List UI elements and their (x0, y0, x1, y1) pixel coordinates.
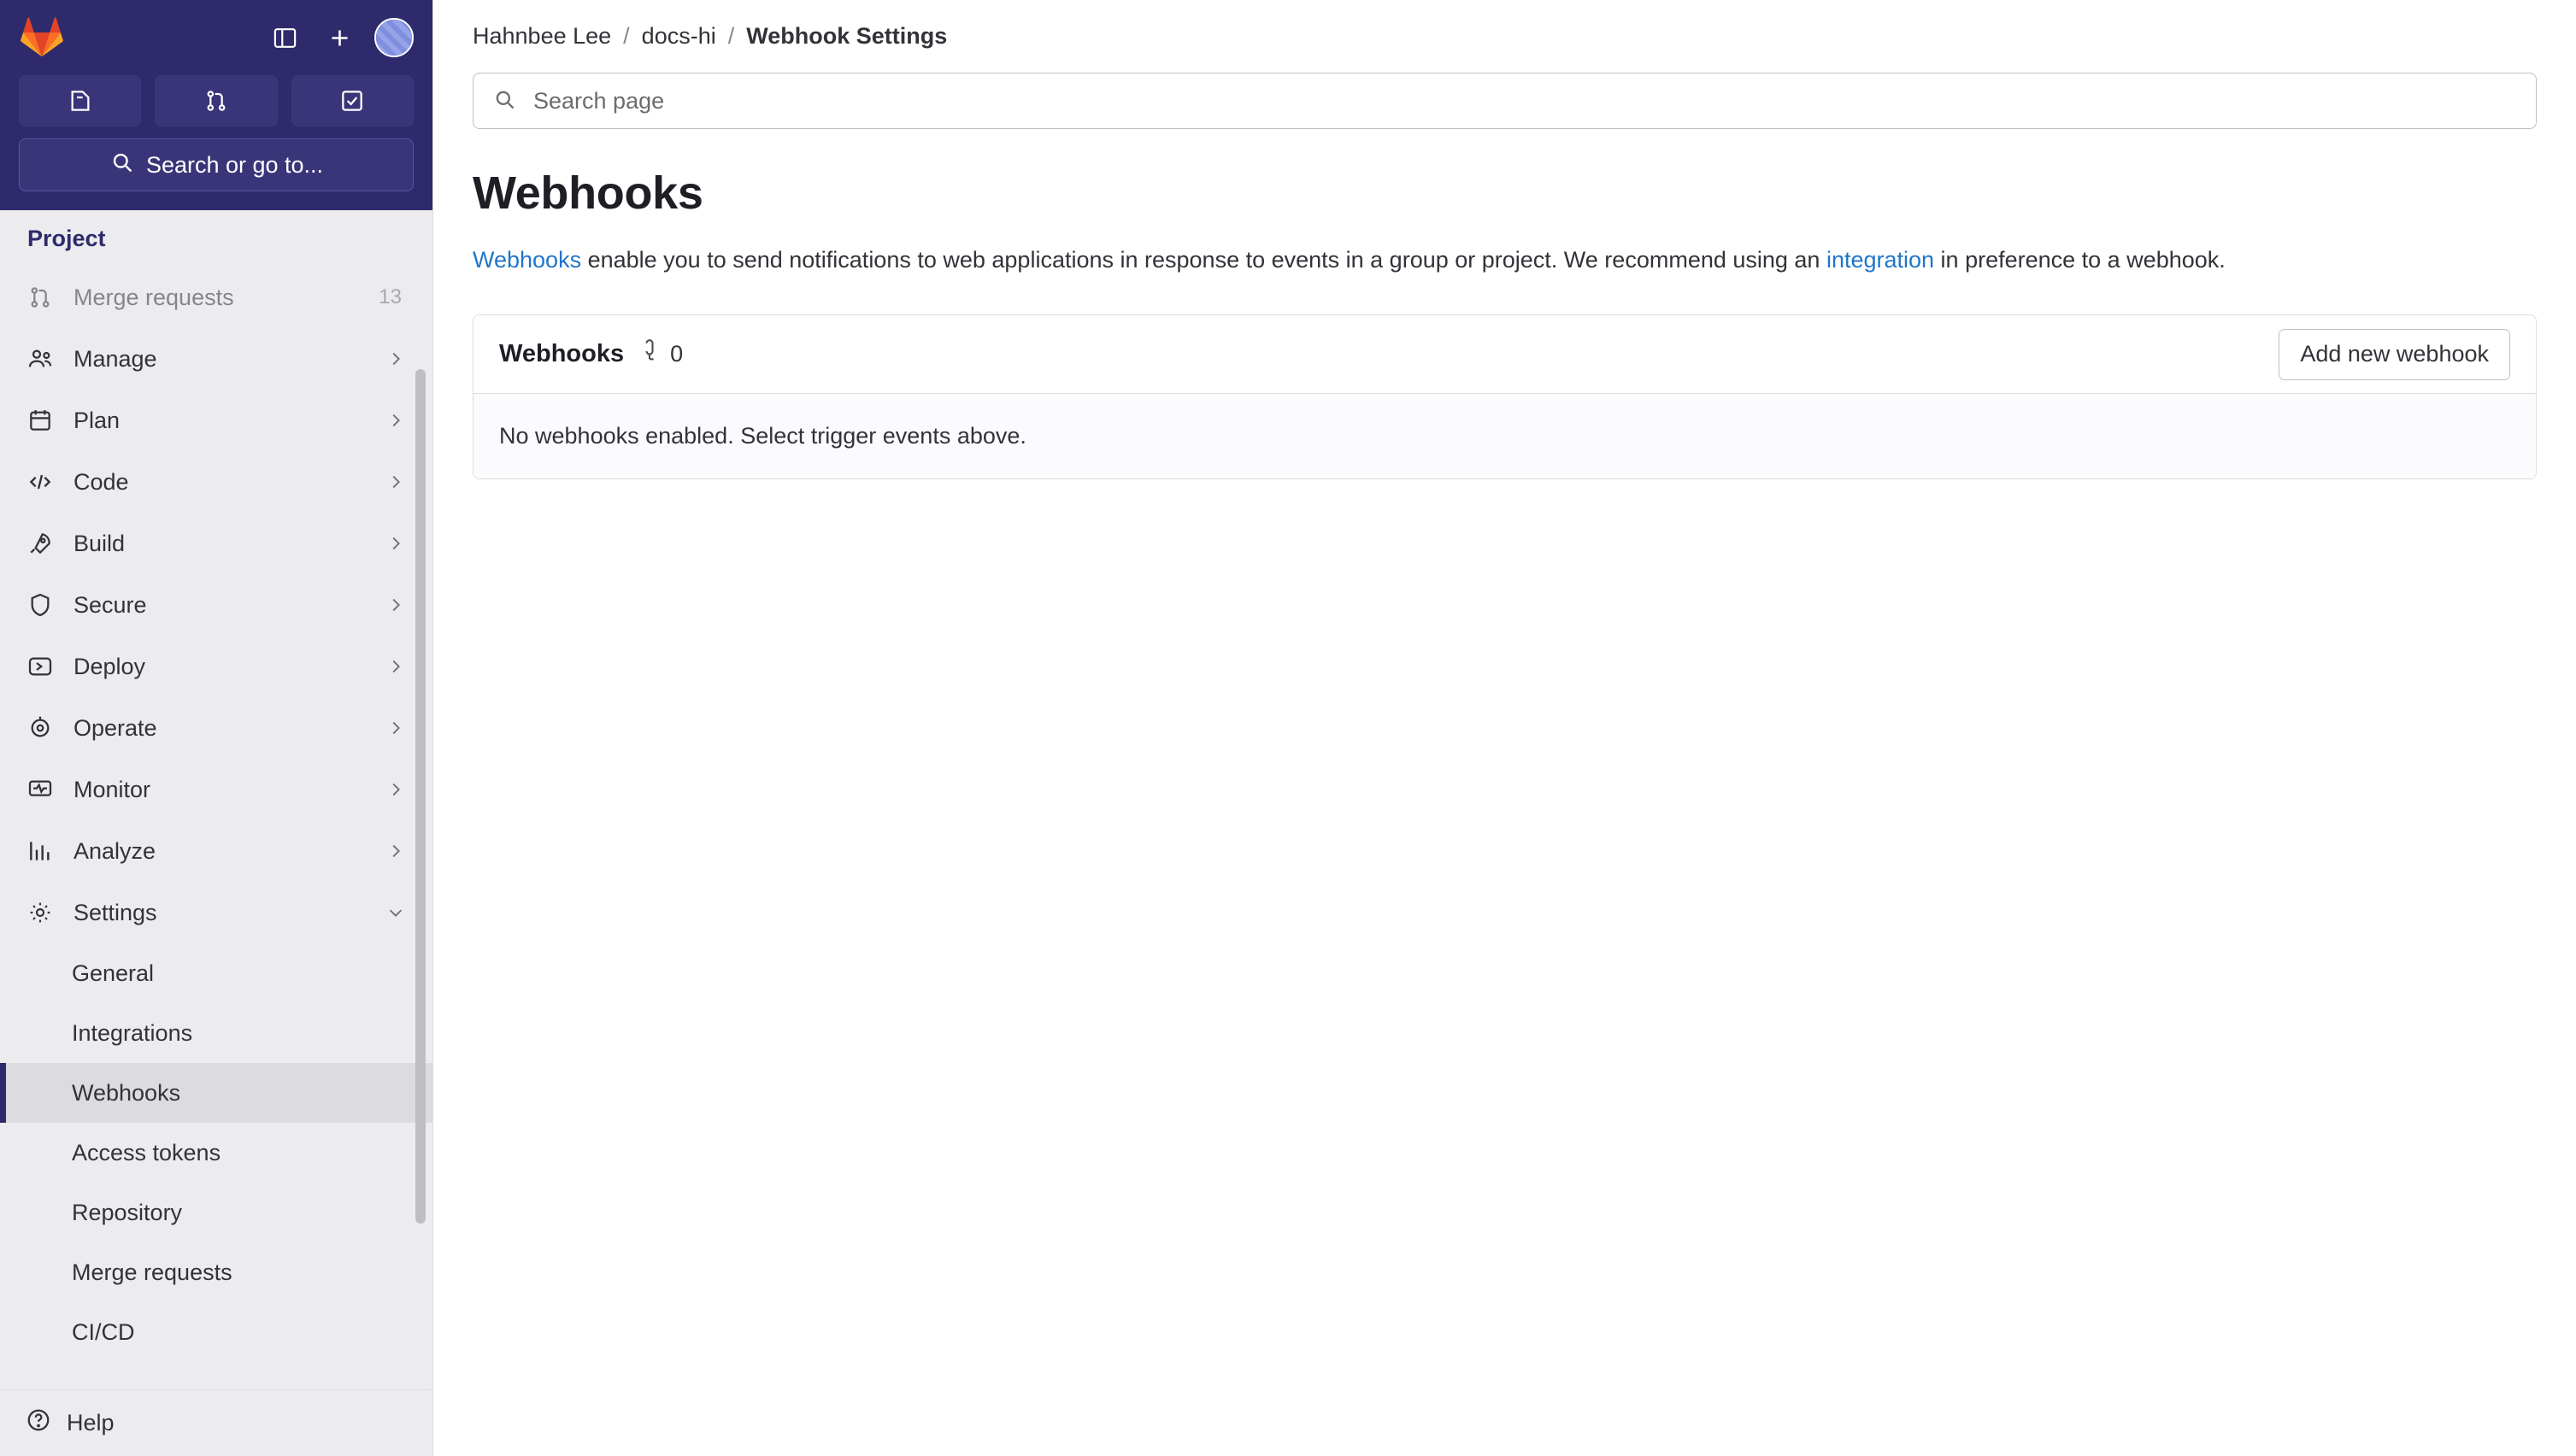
sidebar-item-deploy[interactable] (0, 636, 432, 697)
chevron-right-icon (385, 655, 407, 678)
search-or-go-to-label: Search or go to... (145, 151, 324, 178)
sidebar (0, 0, 433, 1456)
monitor-icon (26, 775, 55, 804)
sidebar-item-integrations[interactable] (0, 1003, 432, 1063)
sidebar-item-label: Monitor (74, 776, 151, 802)
webhooks-count-value: 0 (670, 341, 684, 367)
webhooks-count (638, 339, 683, 369)
users-icon (26, 344, 55, 373)
integration-doc-link[interactable]: integration (1826, 247, 1935, 273)
sidebar-item-ci-cd[interactable] (0, 1302, 432, 1362)
sidebar-search-wrap (0, 138, 432, 210)
chevron-right-icon (385, 348, 407, 370)
sidebar-header (0, 0, 432, 75)
hook-icon (638, 339, 662, 369)
search-icon (492, 87, 516, 115)
sidebar-toggle-icon[interactable] (265, 18, 304, 57)
webhooks-card (473, 314, 2537, 479)
sidebar-item-label: Code (74, 468, 129, 495)
sidebar-subitem-label: Access tokens (72, 1139, 221, 1165)
breadcrumb-item-user[interactable]: Hahnbee Lee (473, 23, 612, 49)
sidebar-item-merge-requests[interactable] (0, 267, 432, 328)
sidebar-item-label: Analyze (74, 837, 156, 864)
sidebar-item-label: Manage (74, 345, 157, 372)
sidebar-item-webhooks[interactable] (0, 1063, 432, 1123)
breadcrumb (433, 0, 2576, 73)
shield-icon (26, 590, 55, 619)
sidebar-subitem-label: Merge requests (72, 1259, 232, 1285)
webhooks-doc-link[interactable]: Webhooks (473, 247, 582, 273)
deploy-icon (26, 652, 55, 681)
sidebar-item-code[interactable] (0, 451, 432, 513)
sidebar-item-label: Build (74, 530, 126, 556)
code-icon (26, 467, 55, 496)
content-area (433, 73, 2576, 479)
sidebar-item-label: Deploy (74, 653, 146, 679)
sidebar-subitem-label: Repository (72, 1199, 183, 1225)
webhooks-card-header (473, 315, 2536, 394)
merge-request-icon (26, 283, 55, 312)
chart-icon (26, 837, 55, 866)
merge-requests-count-badge: 13 (379, 285, 402, 308)
sidebar-subitem-label: Webhooks (72, 1079, 181, 1106)
chevron-right-icon (385, 594, 407, 616)
chevron-down-icon (385, 901, 407, 924)
sidebar-item-secure[interactable] (0, 574, 432, 636)
help-button[interactable] (0, 1389, 432, 1456)
sidebar-item-settings[interactable] (0, 882, 432, 943)
sidebar-subitem-label: CI/CD (72, 1318, 135, 1345)
chevron-right-icon (385, 532, 407, 555)
breadcrumb-item-project[interactable]: docs-hi (641, 23, 716, 49)
breadcrumb-separator: / (623, 23, 630, 49)
chevron-right-icon (385, 471, 407, 493)
search-page-field[interactable] (473, 73, 2537, 129)
sidebar-item-merge-requests-settings[interactable] (0, 1242, 432, 1302)
sidebar-scrollbar[interactable] (415, 369, 426, 1224)
page-title: Webhooks (473, 167, 703, 219)
search-page-input[interactable] (532, 87, 2517, 115)
sidebar-quick-actions (0, 75, 432, 138)
sidebar-item-monitor[interactable] (0, 759, 432, 820)
sidebar-item-analyze[interactable] (0, 820, 432, 882)
calendar-icon (26, 406, 55, 435)
breadcrumb-item-current: Webhook Settings (746, 23, 948, 49)
sidebar-item-label: Settings (74, 899, 157, 925)
breadcrumb-separator: / (727, 23, 735, 49)
issue-icon[interactable] (19, 75, 141, 126)
sidebar-item-plan[interactable] (0, 390, 432, 451)
sidebar-nav-scroll[interactable] (0, 267, 432, 1389)
sidebar-subitem-label: Integrations (72, 1019, 193, 1046)
plus-icon[interactable] (320, 18, 359, 57)
sidebar-item-label: Merge requests (74, 284, 234, 310)
sidebar-item-access-tokens[interactable] (0, 1123, 432, 1183)
sidebar-item-label: Operate (74, 714, 157, 741)
sidebar-item-label: Secure (74, 591, 147, 618)
chevron-right-icon (385, 778, 407, 801)
operate-icon (26, 713, 55, 743)
page-description-text-1: enable you to send notifications to web applications in response to events in a group or project. We recommend using an (581, 247, 1826, 273)
add-new-webhook-button[interactable]: Add new webhook (2279, 329, 2510, 380)
sidebar-nav-list (0, 267, 432, 1362)
chevron-right-icon (385, 717, 407, 739)
todo-check-icon[interactable] (291, 75, 414, 126)
merge-request-icon[interactable] (155, 75, 277, 126)
webhooks-empty-state: No webhooks enabled. Select trigger events above. (473, 394, 2536, 478)
chevron-right-icon (385, 409, 407, 432)
sidebar-context-label: Project (0, 210, 432, 267)
sidebar-item-label: Plan (74, 407, 121, 433)
gear-icon (26, 898, 55, 927)
webhooks-card-title: Webhooks (499, 340, 625, 368)
chevron-right-icon (385, 840, 407, 862)
sidebar-item-manage[interactable] (0, 328, 432, 390)
sidebar-item-general[interactable] (0, 943, 432, 1003)
help-icon (26, 1407, 51, 1439)
sidebar-item-operate[interactable] (0, 697, 432, 759)
page-description-text-2: in preference to a webhook. (1934, 247, 2226, 273)
help-label: Help (67, 1410, 115, 1435)
search-icon (109, 150, 134, 180)
gitlab-logo-icon[interactable] (19, 16, 65, 59)
search-or-go-to-button[interactable] (19, 138, 414, 191)
sidebar-item-build[interactable] (0, 513, 432, 574)
sidebar-subitem-label: General (72, 960, 155, 986)
main-content (433, 0, 2576, 1456)
avatar[interactable] (374, 18, 414, 57)
rocket-icon (26, 529, 55, 558)
page-description (473, 244, 2537, 277)
sidebar-item-repository[interactable] (0, 1183, 432, 1242)
